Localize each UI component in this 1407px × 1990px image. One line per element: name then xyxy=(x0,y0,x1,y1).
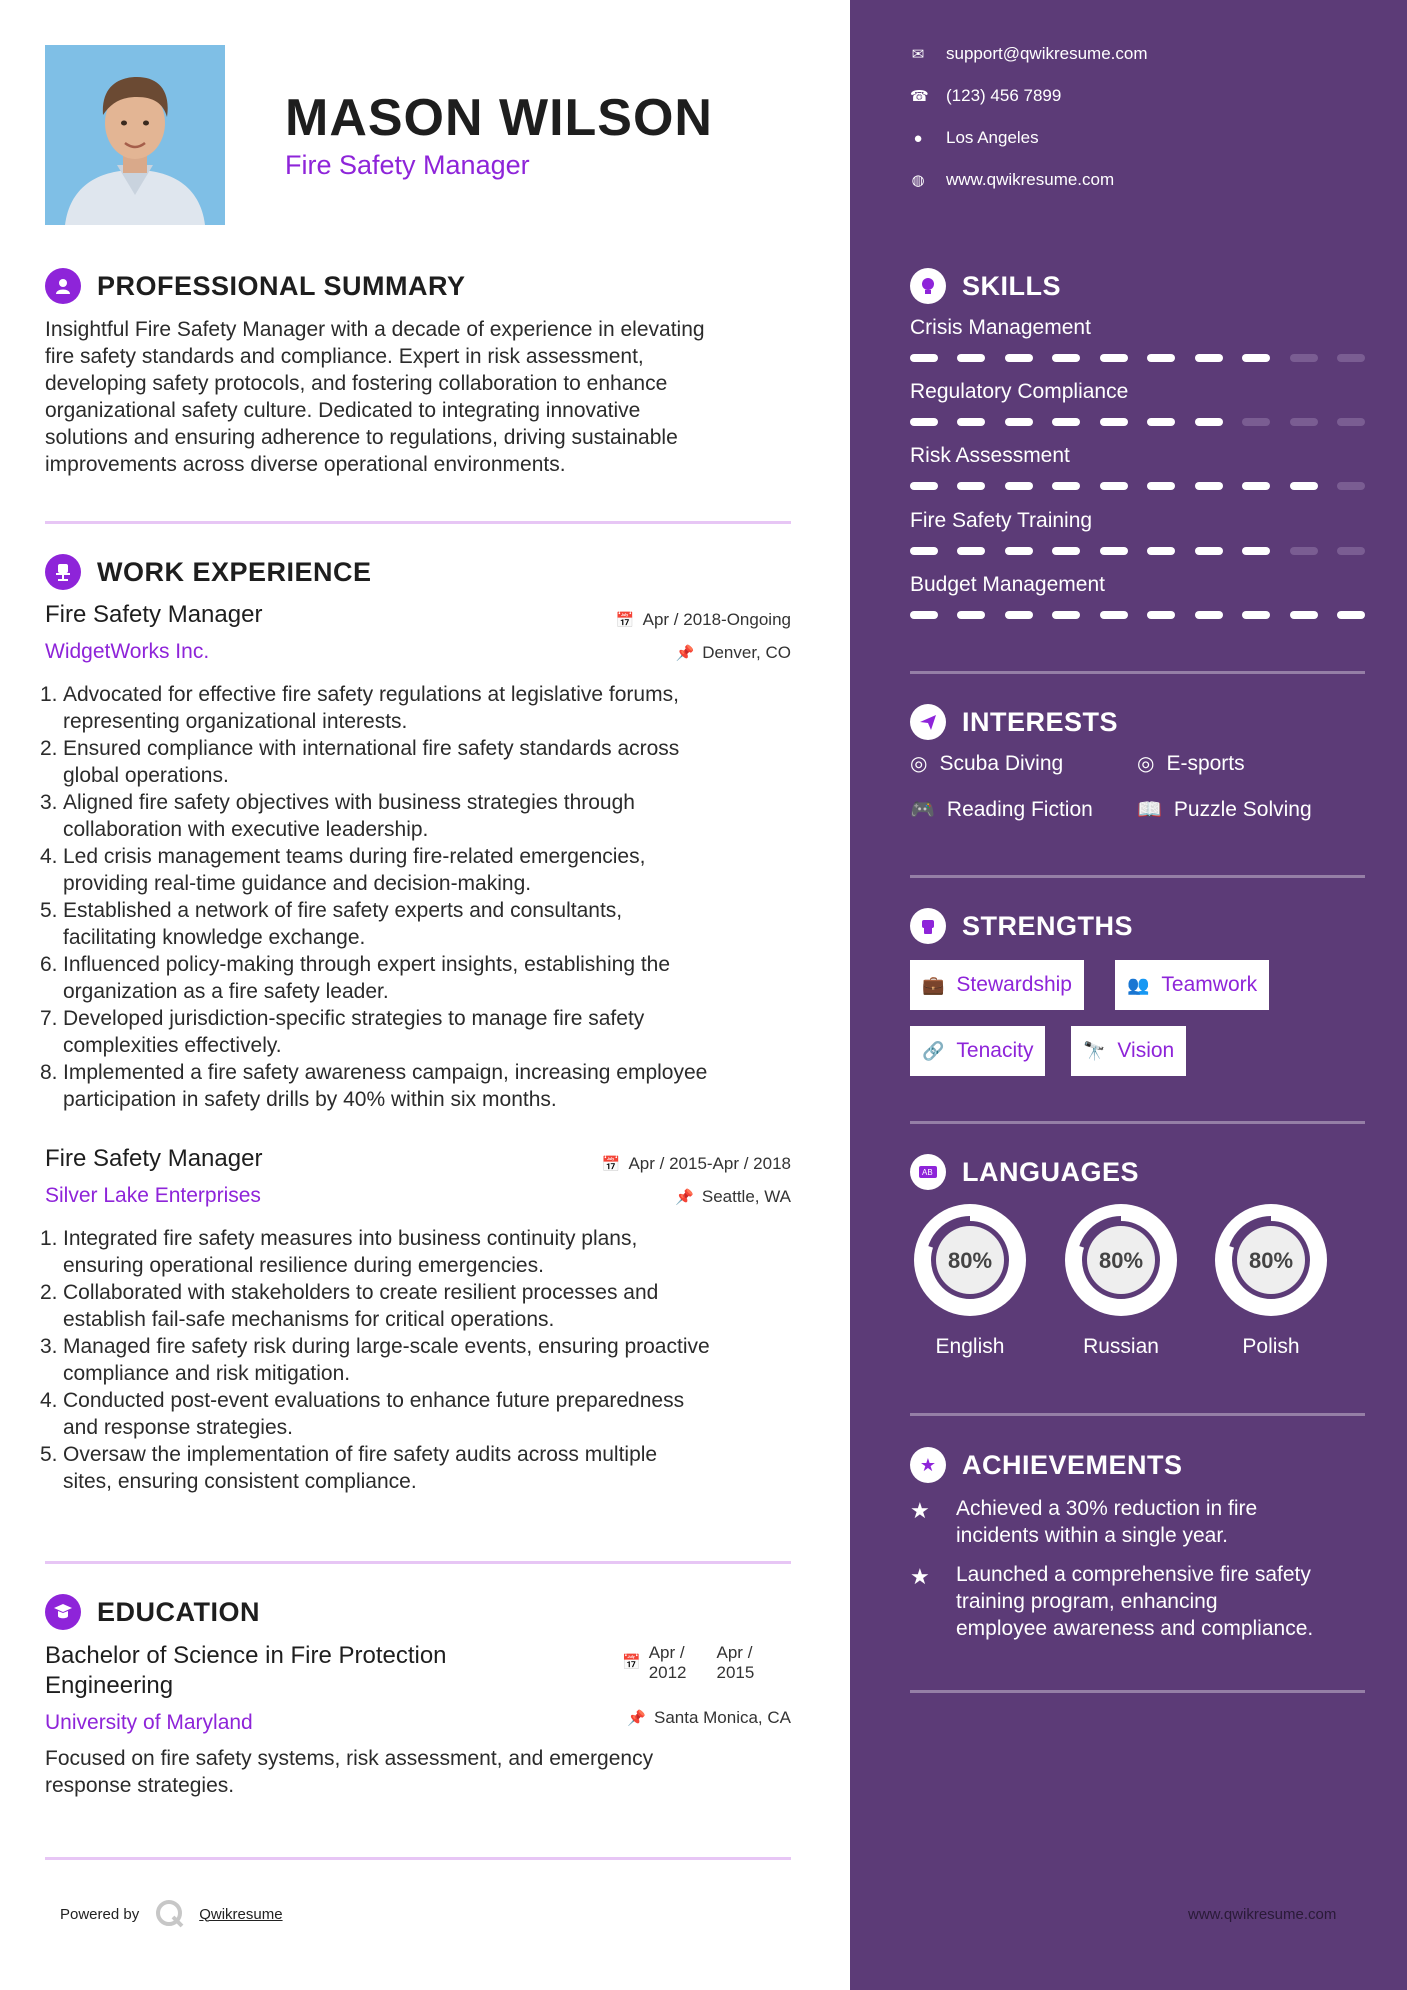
language-icon xyxy=(910,1154,946,1190)
skill-dash xyxy=(1195,482,1223,490)
skill-dash xyxy=(1147,611,1175,619)
skill-level-bar xyxy=(910,354,1365,362)
job-date-text: Apr / 2015-Apr / 2018 xyxy=(628,1154,791,1173)
skill-dash xyxy=(957,418,985,426)
phone-icon: ☎ xyxy=(910,88,929,105)
strength-badge: 🔗 Tenacity xyxy=(910,1026,1045,1076)
skill-dash xyxy=(957,354,985,362)
office-chair-icon xyxy=(45,554,81,590)
list-item: 7. Developed jurisdiction-specific strategies to manage fire safety complexities effectively. xyxy=(40,1007,645,1057)
skill-dash xyxy=(1242,482,1270,490)
skill-dash xyxy=(910,418,938,426)
skill-dash xyxy=(1005,418,1033,426)
sidebar xyxy=(850,0,1407,1990)
language-percent: 80% xyxy=(1098,1248,1144,1273)
job-duties xyxy=(40,681,800,1113)
skill-dash xyxy=(1052,482,1080,490)
list-item: 5. Oversaw the implementation of fire safety audits across multiple sites, ensuring consistent compliance. xyxy=(40,1443,658,1493)
skill-dash xyxy=(957,547,985,555)
footer-site[interactable]: www.qwikresume.com xyxy=(1188,1906,1337,1923)
skill-dash xyxy=(1005,611,1033,619)
globe-icon: ◍ xyxy=(911,172,925,189)
strength-badge: 💼 Stewardship xyxy=(910,960,1084,1010)
binoculars-icon: 🔭 xyxy=(1083,1040,1106,1061)
skill-dash xyxy=(1100,354,1128,362)
summary-heading xyxy=(45,268,466,304)
experience-heading xyxy=(45,554,372,590)
language-percent: 80% xyxy=(1248,1248,1294,1273)
shooting-star-icon: ★ xyxy=(910,1498,930,1523)
skill-dash xyxy=(1147,354,1175,362)
section-divider xyxy=(910,671,1365,674)
job-location xyxy=(676,643,792,663)
life-ring-icon: ◎ xyxy=(1137,753,1155,775)
profile-photo xyxy=(45,45,225,225)
skill-dash xyxy=(1195,418,1223,426)
life-ring-icon: ◎ xyxy=(910,753,928,775)
map-pin-icon: ● xyxy=(913,129,923,147)
education-description: Focused on fire safety systems, risk assessment, and emergency response strategies. xyxy=(45,1747,654,1797)
skill-level-bar xyxy=(910,547,1365,555)
skill-dash xyxy=(910,482,938,490)
skill-level-bar xyxy=(910,482,1365,490)
language-gauge xyxy=(910,1200,1030,1320)
interests-heading: INTERESTS xyxy=(910,704,1118,740)
summary-line: solutions and ensuring adherence to regulations, driving sustainable xyxy=(45,426,678,449)
skill-dash xyxy=(1337,482,1365,490)
achievements-heading: ★ ACHIEVEMENTS xyxy=(910,1447,1183,1483)
skill-dash xyxy=(1290,482,1318,490)
list-item: 8. Implemented a fire safety awareness campaign, increasing employee participation in safety drills by 40% within six months. xyxy=(40,1061,708,1111)
skill-dash xyxy=(1100,482,1128,490)
briefcase-icon: 💼 xyxy=(922,974,945,995)
interest-item: 🎮 Reading Fiction xyxy=(910,797,1093,821)
calendar-icon: 📅 xyxy=(622,1654,641,1671)
skill-dash xyxy=(1100,611,1128,619)
language-name: Russian xyxy=(1083,1335,1159,1358)
person-illustration xyxy=(45,45,225,225)
skill-dash xyxy=(1337,611,1365,619)
language-name: English xyxy=(935,1335,1005,1358)
summary-line: Insightful Fire Safety Manager with a decade of experience in elevating xyxy=(45,318,705,341)
skill-dash xyxy=(957,482,985,490)
contact-email[interactable]: ✉ support@qwikresume.com xyxy=(911,44,1148,63)
skill-dash xyxy=(1052,418,1080,426)
list-item: 2. Collaborated with stakeholders to create resilient processes and establish fail-safe mechanisms for critical operations. xyxy=(40,1281,659,1331)
skill-dash xyxy=(1242,547,1270,555)
strength-badge: 👥 Teamwork xyxy=(1115,960,1269,1010)
skill-dash xyxy=(1242,418,1270,426)
skill-name: Crisis Management xyxy=(910,316,1091,339)
list-item: 3. Managed fire safety risk during large-scale events, ensuring proactive compliance and risk mitigation. xyxy=(40,1335,710,1385)
list-item: 1. Integrated fire safety measures into business continuity plans, ensuring operational resilience during emergencies. xyxy=(40,1227,638,1277)
education-end: Apr / 2015 xyxy=(716,1643,755,1682)
interest-item: ◎ E-sports xyxy=(1137,751,1245,775)
skill-dash xyxy=(1337,547,1365,555)
svg-text:AB: AB xyxy=(922,1168,933,1177)
skill-dash xyxy=(1052,354,1080,362)
job-date-text: Apr / 2018-Ongoing xyxy=(642,610,791,629)
list-item: 6. Influenced policy-making through expert insights, establishing the organization as a fire safety leader. xyxy=(40,953,671,1003)
education-title: EDUCATION xyxy=(97,1596,260,1627)
skill-dash xyxy=(1290,611,1318,619)
skill-dash xyxy=(1052,611,1080,619)
list-item: 3. Aligned fire safety objectives with business strategies through collaboration with executive leadership. xyxy=(40,791,635,841)
pin-icon: 📌 xyxy=(675,645,695,662)
contact-phone[interactable]: ☎ (123) 456 7899 xyxy=(910,86,1062,105)
list-item: 4. Led crisis management teams during fire-related emergencies, providing real-time guidance and decision-making. xyxy=(40,845,646,895)
summary-line: fire safety standards and compliance. Expert in risk assessment, xyxy=(45,345,644,368)
education-start: Apr / 2012 xyxy=(648,1643,687,1682)
job-date xyxy=(602,1154,791,1174)
calendar-icon: 📅 xyxy=(601,1156,621,1173)
gamepad-icon: 🎮 xyxy=(910,799,935,821)
skill-dash xyxy=(1242,611,1270,619)
job-location-text: Seattle, WA xyxy=(701,1187,791,1206)
section-divider xyxy=(45,1561,791,1564)
skill-name: Budget Management xyxy=(910,573,1105,596)
link-icon: 🔗 xyxy=(922,1040,945,1061)
job-location-text: Denver, CO xyxy=(702,643,791,662)
user-icon xyxy=(45,268,81,304)
list-item: 5. Established a network of fire safety experts and consultants, facilitating knowledge exchange. xyxy=(40,899,623,949)
skill-dash xyxy=(1290,418,1318,426)
skill-name: Risk Assessment xyxy=(910,444,1070,467)
pin-icon: 📌 xyxy=(627,1710,646,1727)
shooting-star-icon: ★ xyxy=(910,1564,930,1589)
degree-name: Bachelor of Science in Fire Protection Engineering xyxy=(45,1642,447,1699)
job-company: Silver Lake Enterprises xyxy=(45,1184,261,1207)
star-icon: ★ xyxy=(910,1447,946,1483)
candidate-title: Fire Safety Manager xyxy=(285,150,530,180)
graduate-icon xyxy=(45,1594,81,1630)
job-date xyxy=(616,610,791,630)
language-gauge xyxy=(1061,1200,1181,1320)
skill-dash xyxy=(1005,354,1033,362)
skill-dash xyxy=(1195,354,1223,362)
job-company: WidgetWorks Inc. xyxy=(45,640,210,663)
section-divider xyxy=(910,1690,1365,1693)
language-gauge xyxy=(1211,1200,1331,1320)
contact-location: ● Los Angeles xyxy=(910,128,1039,148)
users-icon: 👥 xyxy=(1127,974,1150,995)
skill-dash xyxy=(910,547,938,555)
calendar-icon: 📅 xyxy=(615,612,635,629)
fist-icon xyxy=(910,908,946,944)
skill-dash xyxy=(910,354,938,362)
job-title: Fire Safety Manager xyxy=(45,601,263,628)
skill-name: Fire Safety Training xyxy=(910,509,1093,532)
summary-line: organizational safety culture. Dedicated to integrating innovative xyxy=(45,399,641,422)
job-duties xyxy=(40,1225,800,1495)
skill-dash xyxy=(1337,354,1365,362)
envelope-icon: ✉ xyxy=(911,46,925,63)
skills-heading: SKILLS xyxy=(910,268,1061,304)
book-icon: 📖 xyxy=(1137,799,1162,821)
achievement-item: ★ Achieved a 30% reduction in fire incidents within a single year. xyxy=(910,1497,1258,1547)
skill-dash xyxy=(1147,418,1175,426)
summary-line: developing safety protocols, and fostering collaboration to enhance xyxy=(45,372,668,395)
skill-dash xyxy=(1195,611,1223,619)
language-percent: 80% xyxy=(947,1248,993,1273)
skill-dash xyxy=(1147,547,1175,555)
list-item: 2. Ensured compliance with international fire safety standards across global operations. xyxy=(40,737,680,787)
section-divider xyxy=(45,1857,791,1860)
language-name: Polish xyxy=(1242,1335,1300,1358)
list-item: 4. Conducted post-event evaluations to enhance future preparedness and response strategies. xyxy=(40,1389,685,1439)
interest-item: 📖 Puzzle Solving xyxy=(1137,797,1312,821)
skill-dash xyxy=(1290,354,1318,362)
skill-dash xyxy=(1147,482,1175,490)
section-divider xyxy=(910,1413,1365,1416)
skill-dash xyxy=(1005,547,1033,555)
strength-badge: 🔭 Vision xyxy=(1071,1026,1186,1076)
skill-dash xyxy=(1100,547,1128,555)
contact-website[interactable]: ◍ www.qwikresume.com xyxy=(911,170,1115,189)
skill-dash xyxy=(910,611,938,619)
candidate-name: MASON WILSON xyxy=(285,89,713,147)
education-heading xyxy=(45,1594,260,1630)
job-title: Fire Safety Manager xyxy=(45,1145,263,1172)
languages-heading: AB LANGUAGES xyxy=(910,1154,1139,1190)
skill-dash xyxy=(1052,547,1080,555)
section-divider xyxy=(910,1121,1365,1124)
job-location xyxy=(675,1187,791,1207)
achievement-item: ★ Launched a comprehensive fire safety training program, enhancing employee awareness and compliance. xyxy=(910,1563,1314,1640)
skill-level-bar xyxy=(910,418,1365,426)
qwikresume-link[interactable]: Qwikresume xyxy=(199,1905,283,1923)
list-item: 1. Advocated for effective fire safety regulations at legislative forums, representing organizational interests. xyxy=(40,683,679,733)
paper-plane-icon xyxy=(910,704,946,740)
skill-dash xyxy=(1337,418,1365,426)
experience-title: WORK EXPERIENCE xyxy=(97,556,372,587)
pin-icon: 📌 xyxy=(675,1189,694,1206)
school-name: University of Maryland xyxy=(45,1711,253,1734)
qwikresume-logo-icon xyxy=(155,1899,185,1929)
skill-dash xyxy=(1290,547,1318,555)
summary-text xyxy=(45,316,795,478)
summary-title: PROFESSIONAL SUMMARY xyxy=(97,270,466,301)
skill-level-bar xyxy=(910,611,1365,619)
skill-dash xyxy=(1100,418,1128,426)
interest-item: ◎ Scuba Diving xyxy=(910,751,1064,775)
education-location: 📌 Santa Monica, CA xyxy=(627,1708,791,1727)
skill-dash xyxy=(1195,547,1223,555)
summary-line: improvements across diverse operational environments. xyxy=(45,453,566,476)
lightbulb-icon xyxy=(910,268,946,304)
section-divider xyxy=(45,521,791,524)
section-divider xyxy=(910,875,1365,878)
powered-by-text: Powered by xyxy=(60,1905,140,1923)
skill-dash xyxy=(1005,482,1033,490)
skill-name: Regulatory Compliance xyxy=(910,380,1129,403)
strengths-heading: STRENGTHS xyxy=(910,908,1133,944)
footer-powered xyxy=(60,1899,283,1929)
education-dates xyxy=(622,1643,754,1683)
skill-dash xyxy=(1242,354,1270,362)
skill-dash xyxy=(957,611,985,619)
